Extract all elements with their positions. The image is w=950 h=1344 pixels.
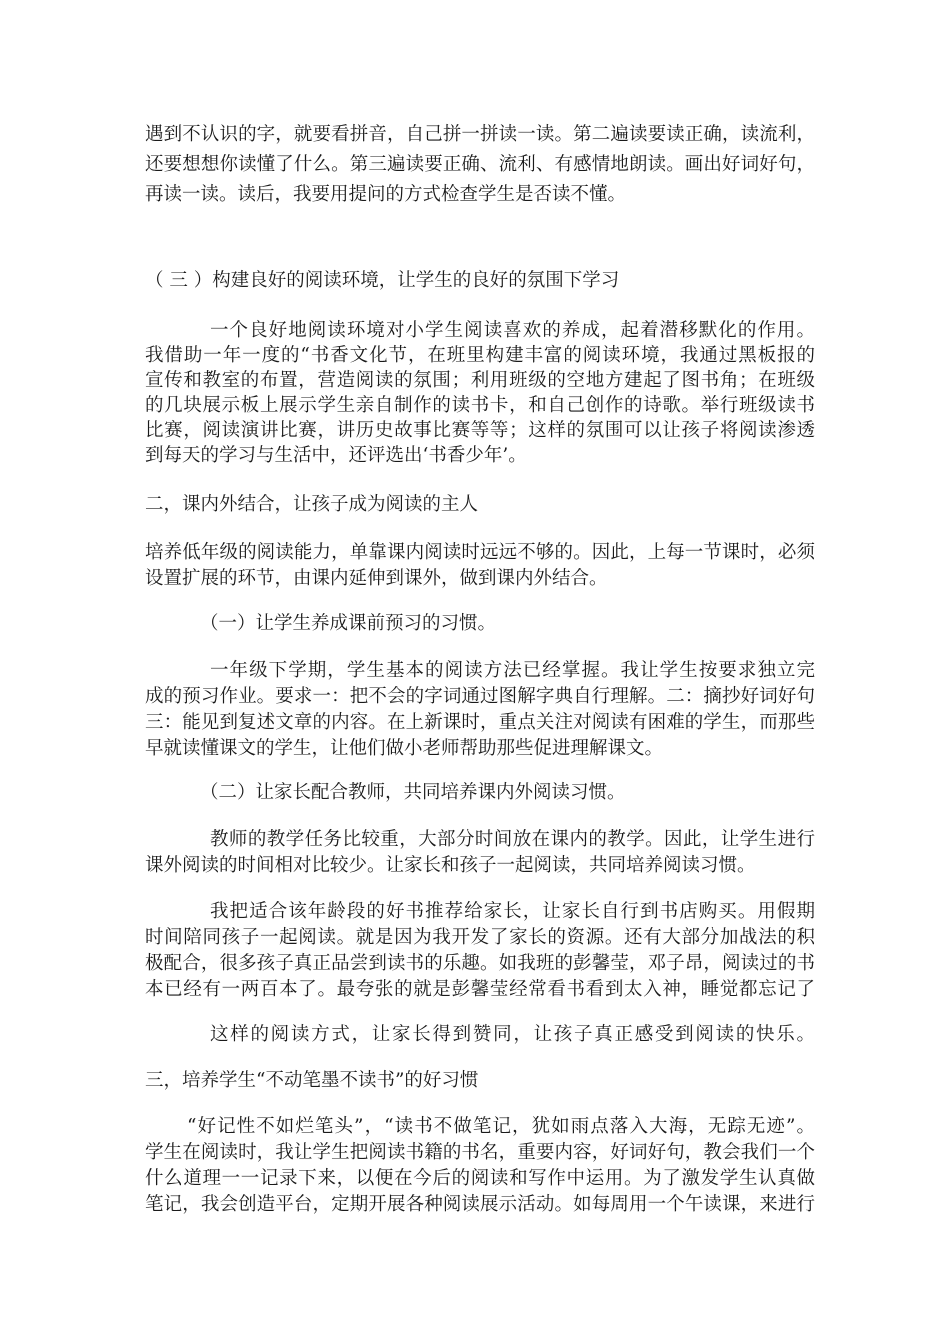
- paragraph-line: 培养低年级的阅读能力，单靠课内阅读时远远不够的。因此，上每一节课时，必须: [145, 542, 815, 563]
- section-heading: 二，课内外结合，让孩子成为阅读的主人: [145, 494, 479, 515]
- paragraph-line: 一个良好地阅读环境对小学生阅读喜欢的养成，起着潜移默化的作用。: [210, 320, 815, 341]
- section-heading: （ 三 ）构建良好的阅读环境，让学生的良好的氛围下学习: [145, 270, 620, 291]
- paragraph-line: 这样的阅读方式，让家长得到赞同，让孩子真正感受到阅读的快乐。: [210, 1024, 815, 1045]
- paragraph-line: 还要想想你读懂了什么。第三遍读要正确、流利、有感情地朗读。画出好词好句，: [145, 154, 815, 175]
- paragraph-line: 三：能见到复述文章的内容。在上新课时，重点关注对阅读有困难的学生，而那些: [145, 712, 815, 733]
- paragraph-line: “好记性不如烂笔头”，“读书不做笔记，犹如雨点落入大海，无踪无迹”。: [187, 1116, 815, 1137]
- paragraph-line: 课外阅读的时间相对比较少。让家长和孩子一起阅读，共同培养阅读习惯。: [145, 855, 756, 876]
- subsection-heading: （二）让家长配合教师，共同培养课内外阅读习惯。: [200, 782, 626, 803]
- paragraph-line: 再读一读。读后，我要用提问的方式检查学生是否读不懂。: [145, 184, 627, 205]
- paragraph-line: 设置扩展的环节，由课内延伸到课外，做到课内外结合。: [145, 568, 608, 589]
- paragraph-line: 极配合，很多孩子真正品尝到读书的乐趣。如我班的彭馨莹，邓子昂，阅读过的书: [145, 953, 815, 974]
- paragraph-line: 的几块展示板上展示学生亲自制作的读书卡，和自己创作的诗歌。举行班级读书: [145, 395, 815, 416]
- paragraph-line: 什么道理一一记录下来，以便在今后的阅读和写作中运用。为了激发学生认真做: [145, 1168, 815, 1189]
- paragraph-line: 成的预习作业。要求一：把不会的字词通过图解字典自行理解。二：摘抄好词好句: [145, 686, 815, 707]
- paragraph-line: 遇到不认识的字，就要看拼音，自己拼一拼读一读。第二遍读要读正确，读流利，: [145, 124, 815, 145]
- paragraph-line: 本已经有一两百本了。最夸张的就是彭馨莹经常看书看到太入神，睡觉都忘记了: [145, 979, 815, 1000]
- paragraph-line: 我把适合该年龄段的好书推荐给家长，让家长自行到书店购买。用假期: [210, 901, 815, 922]
- paragraph-line: 学生在阅读时，我让学生把阅读书籍的书名，重要内容，好词好句，教会我们一个: [145, 1142, 815, 1163]
- paragraph-line: 宣传和教室的布置，营造阅读的氛围；利用班级的空地方建起了图书角；在班级: [145, 370, 815, 391]
- paragraph-line: 时间陪同孩子一起阅读。就是因为我开发了家长的资源。还有大部分加战法的积: [145, 927, 815, 948]
- paragraph-line: 早就读懂课文的学生，让他们做小老师帮助那些促进理解课文。: [145, 738, 664, 759]
- paragraph-line: 一年级下学期，学生基本的阅读方法已经掌握。我让学生按要求独立完: [210, 660, 815, 681]
- paragraph-line: 教师的教学任务比较重，大部分时间放在课内的教学。因此，让学生进行: [210, 829, 815, 850]
- subsection-heading: （一）让学生养成课前预习的习惯。: [200, 613, 497, 634]
- section-heading: 三，培养学生“不动笔墨不读书”的好习惯: [145, 1070, 479, 1091]
- paragraph-line: 到每天的学习与生活中，还评选出‘书香少年’。: [145, 445, 527, 466]
- paragraph-line: 笔记，我会创造平台，定期开展各种阅读展示活动。如每周用一个午读课，来进行: [145, 1194, 815, 1215]
- paragraph-line: 比赛，阅读演讲比赛，讲历史故事比赛等等；这样的氛围可以让孩子将阅读渗透: [145, 420, 815, 441]
- paragraph-line: 我借助一年一度的“书香文化节，在班里构建丰富的阅读环境，我通过黑板报的: [145, 345, 815, 366]
